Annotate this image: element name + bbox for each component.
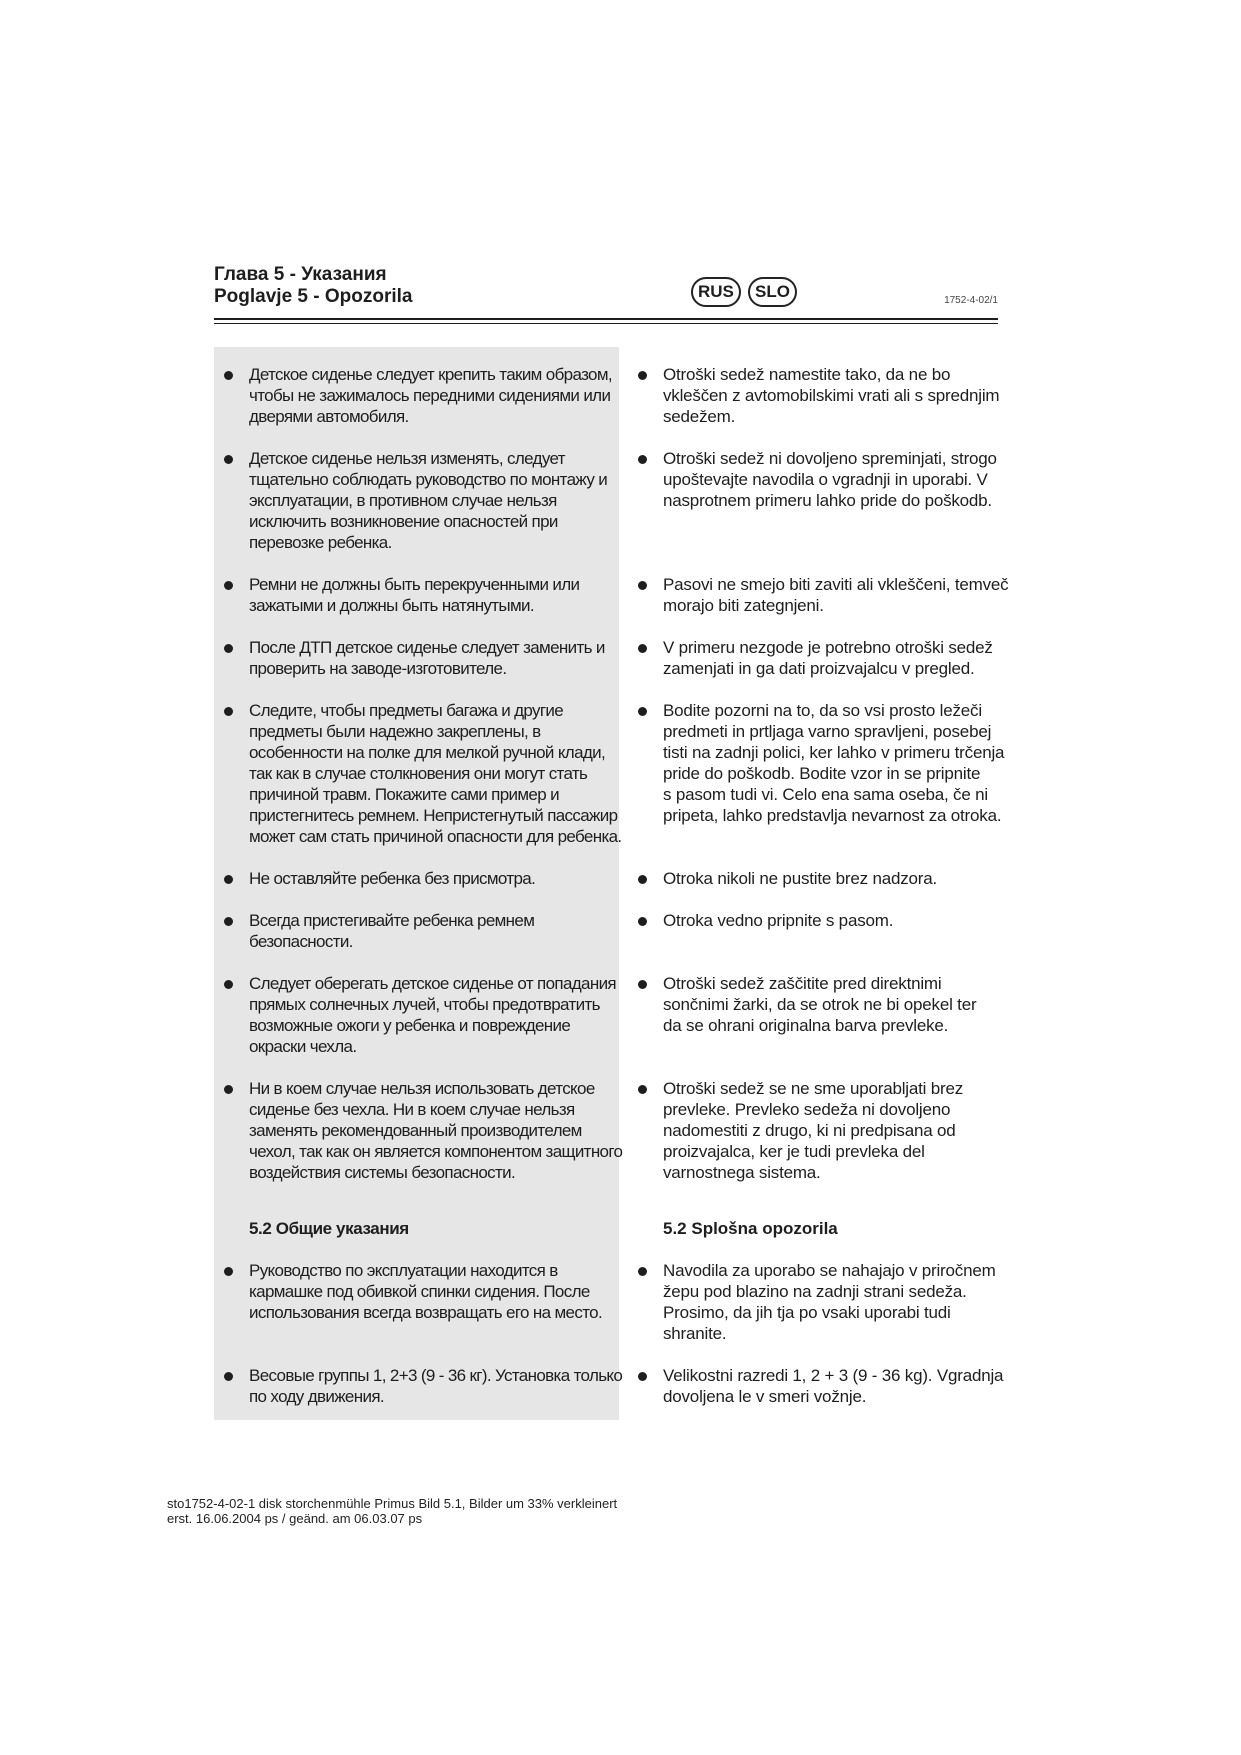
warning-item-sl xyxy=(663,700,1004,826)
text-line: окраски чехла. xyxy=(249,1037,357,1056)
warning-item-sl xyxy=(663,973,976,1036)
warning-item-ru xyxy=(249,364,612,427)
header-rule-thick xyxy=(214,318,998,320)
section-heading-sl: 5.2 Splošna opozorila xyxy=(663,1219,838,1238)
text-line: Pasovi ne smejo biti zaviti ali vkleščeni, temveč xyxy=(663,575,1009,594)
text-line: proizvajalca, ker je tudi prevleka del xyxy=(663,1142,925,1161)
warning-item-ru xyxy=(249,448,607,553)
text-line: После ДТП детское сиденье следует заменить и xyxy=(249,638,605,657)
text-line: Весовые группы 1, 2+3 (9 - 36 кг). Установка только xyxy=(249,1366,623,1385)
text-line: исключить возникновение опасностей при xyxy=(249,512,558,531)
bullet-icon xyxy=(224,917,233,926)
warning-item-sl xyxy=(663,637,993,679)
text-line: Ремни не должны быть перекрученными или xyxy=(249,575,580,594)
bullet-icon xyxy=(638,581,647,590)
bullet-icon xyxy=(224,980,233,989)
text-line: Следует оберегать детское сиденье от попадания xyxy=(249,974,616,993)
text-line: проверить на заводе-изготовителе. xyxy=(249,659,507,678)
text-line: shranite. xyxy=(663,1324,727,1343)
bullet-icon xyxy=(638,980,647,989)
text-line: nadomestiti z drugo, ki ni predpisana od xyxy=(663,1121,956,1140)
warning-item-ru xyxy=(249,910,534,952)
text-line: morajo biti zategnjeni. xyxy=(663,596,824,615)
text-line: Otroka vedno pripnite s pasom. xyxy=(663,911,894,930)
warning-item-sl xyxy=(663,574,1008,616)
bullet-icon xyxy=(224,644,233,653)
text-line: может сам стать причиной опасности для ребенка. xyxy=(249,827,622,846)
text-line: безопасности. xyxy=(249,932,353,951)
bullet-icon xyxy=(638,1372,647,1381)
bullet-icon xyxy=(224,1085,233,1094)
text-line: Всегда пристегивайте ребенка ремнем xyxy=(249,911,535,930)
bullet-icon xyxy=(638,371,647,380)
section-heading-ru: 5.2 Общие указания xyxy=(249,1219,409,1238)
bullet-icon xyxy=(638,875,647,884)
text-line: по ходу движения. xyxy=(249,1387,384,1406)
footer-line: sto1752-4-02-1 disk storchenmühle Primus Bild 5.1, Bilder um 33% verkleinert xyxy=(167,1496,618,1511)
text-line: Bodite pozorni na to, da so vsi prosto ležeči xyxy=(663,701,982,720)
warning-item-sl xyxy=(663,910,893,931)
document-code: 1752-4-02/1 xyxy=(944,295,998,306)
text-line: sedežem. xyxy=(663,407,736,426)
bullet-icon xyxy=(638,707,647,716)
language-badge-rus: RUS xyxy=(691,277,741,307)
text-line: vkleščen z avtomobilskimi vrati ali s sprednjim xyxy=(663,386,1000,405)
text-line: прямых солнечных лучей, чтобы предотвратить xyxy=(249,995,600,1014)
text-line: Otroški sedež se ne sme uporabljati brez xyxy=(663,1079,964,1098)
bullet-icon xyxy=(638,917,647,926)
text-line: varnostnega sistema. xyxy=(663,1163,821,1182)
text-line: upoštevajte navodila o vgradnji in uporabi. V xyxy=(663,470,988,489)
text-line: заменять рекомендованный производителем xyxy=(249,1121,582,1140)
text-line: s pasom tudi vi. Celo ena sama oseba, če ni xyxy=(663,785,988,804)
text-line: эксплуатации, в противном случае нельзя xyxy=(249,491,557,510)
text-line: Velikostni razredi 1, 2 + 3 (9 - 36 kg). Vgradnja xyxy=(663,1366,1004,1385)
text-line: prevleke. Prevleko sedeža ni dovoljeno xyxy=(663,1100,951,1119)
text-line: zamenjati in ga dati proizvajalcu v pregled. xyxy=(663,659,975,678)
bullet-icon xyxy=(638,1267,647,1276)
text-line: Otroka nikoli ne pustite brez nadzora. xyxy=(663,869,937,888)
text-line: Ни в коем случае нельзя использовать детское xyxy=(249,1079,595,1098)
text-line: tisti na zadnji polici, ker lahko v primeru trčenja xyxy=(663,743,1005,762)
text-line: Детское сиденье следует крепить таким образом, xyxy=(249,365,612,384)
print-footer xyxy=(167,1496,617,1526)
chapter-title-ru: Глава 5 - Указания xyxy=(214,264,387,285)
general-item-sl xyxy=(663,1260,996,1344)
warning-item-ru xyxy=(249,637,605,679)
chapter-title-sl: Poglavje 5 - Opozorila xyxy=(214,286,413,307)
warning-item-sl xyxy=(663,364,999,427)
bullet-icon xyxy=(224,875,233,884)
text-line: сиденье без чехла. Ни в коем случае нельзя xyxy=(249,1100,575,1119)
text-line: предметы были надежно закреплены, в xyxy=(249,722,541,741)
text-line: причиной травм. Покажите сами пример и xyxy=(249,785,559,804)
text-line: pripeta, lahko predstavlja nevarnost za otroka. xyxy=(663,806,1002,825)
warning-item-sl xyxy=(663,868,937,889)
text-line: зажатыми и должны быть натянутыми. xyxy=(249,596,534,615)
bullet-icon xyxy=(224,1372,233,1381)
text-line: Otroški sedež namestite tako, da ne bo xyxy=(663,365,951,384)
text-line: так как в случае столкновения они могут стать xyxy=(249,764,588,783)
text-line: nasprotnem primeru lahko pride do poškodb. xyxy=(663,491,992,510)
text-line: перевозке ребенка. xyxy=(249,533,392,552)
text-line: Руководство по эксплуатации находится в xyxy=(249,1261,558,1280)
text-line: Otroški sedež zaščitite pred direktnimi xyxy=(663,974,942,993)
warning-item-ru xyxy=(249,973,616,1057)
warning-item-sl xyxy=(663,448,997,511)
general-item-ru xyxy=(249,1260,602,1323)
bullet-icon xyxy=(224,371,233,380)
text-line: возможные ожоги у ребенка и повреждение xyxy=(249,1016,571,1035)
text-line: пристегнитесь ремнем. Непристегнутый пассажир xyxy=(249,806,618,825)
text-line: чехол, так как он является компонентом защитного xyxy=(249,1142,623,1161)
bullet-icon xyxy=(224,707,233,716)
text-line: žepu pod blazino na zadnji strani sedeža. xyxy=(663,1282,967,1301)
text-line: Детское сиденье нельзя изменять, следует xyxy=(249,449,565,468)
general-item-sl xyxy=(663,1365,1003,1407)
text-line: pride do poškodb. Bodite vzor in se pripnite xyxy=(663,764,981,783)
text-line: sončnimi žarki, da se otrok ne bi opekel ter xyxy=(663,995,977,1014)
text-line: кармашке под обивкой спинки сидения. После xyxy=(249,1282,590,1301)
text-line: тщательно соблюдать руководство по монтажу и xyxy=(249,470,608,489)
text-line: da se ohrani originalna barva prevleke. xyxy=(663,1016,949,1035)
text-line: Navodila za uporabo se nahajajo v priročnem xyxy=(663,1261,996,1280)
text-line: Не оставляйте ребенка без присмотра. xyxy=(249,869,536,888)
language-badge-slo: SLO xyxy=(748,277,797,307)
bullet-icon xyxy=(638,644,647,653)
text-line: predmeti in prtljaga varno spravljeni, posebej xyxy=(663,722,992,741)
warning-item-ru xyxy=(249,574,579,616)
text-line: Следите, чтобы предметы багажа и другие xyxy=(249,701,564,720)
bullet-icon xyxy=(638,455,647,464)
text-line: dovoljena le v smeri vožnje. xyxy=(663,1387,867,1406)
text-line: чтобы не зажималось передними сидениями или xyxy=(249,386,611,405)
text-line: дверями автомобиля. xyxy=(249,407,409,426)
footer-line: erst. 16.06.2004 ps / geänd. am 06.03.07 ps xyxy=(167,1511,423,1526)
text-line: воздействия системы безопасности. xyxy=(249,1163,516,1182)
text-line: особенности на полке для мелкой ручной клади, xyxy=(249,743,606,762)
warning-item-ru xyxy=(249,868,535,889)
bullet-icon xyxy=(224,455,233,464)
warning-item-ru xyxy=(249,700,621,847)
warning-item-ru xyxy=(249,1078,622,1183)
text-line: V primeru nezgode je potrebno otroški sedež xyxy=(663,638,993,657)
text-line: Prosimo, da jih tja po vsaki uporabi tudi xyxy=(663,1303,951,1322)
bullet-icon xyxy=(638,1085,647,1094)
bullet-icon xyxy=(224,581,233,590)
header-rule-thin xyxy=(214,323,998,324)
text-line: использования всегда возвращать его на место. xyxy=(249,1303,603,1322)
bullet-icon xyxy=(224,1267,233,1276)
text-line: Otroški sedež ni dovoljeno spreminjati, strogo xyxy=(663,449,997,468)
warning-item-sl xyxy=(663,1078,963,1183)
general-item-ru xyxy=(249,1365,622,1407)
